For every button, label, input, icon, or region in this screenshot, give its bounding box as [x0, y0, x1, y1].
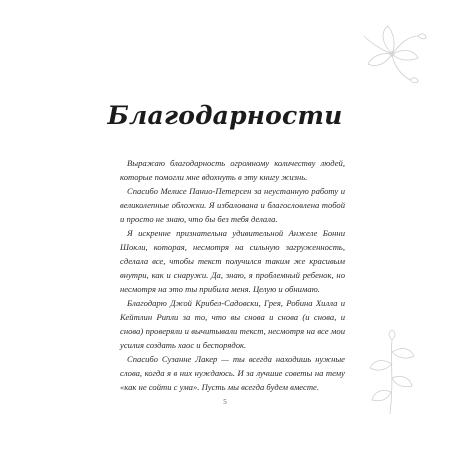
- page-title: Благодарности: [107, 101, 343, 130]
- floral-ornament-top-icon: [352, 14, 432, 94]
- paragraph: Спасибо Мелисе Панио-Петерсен за неустанную работу и великолепные обложки. Я избалована и благословлена тобой и просто не знаю, что бы без тебя делала.: [120, 186, 345, 224]
- paragraph: Спасибо Сузанне Лакер — ты всегда находишь нужные слова, когда я в них нуждаюсь. И за лучшие советы на тему «как не сойти с ума». Пусть мы всегда будем вместе.: [120, 354, 345, 392]
- floral-ornament-bottom-icon: [362, 330, 422, 420]
- paragraph: Я искренне признательна удивительной Анжеле Бонни Шокли, которая, несмотря на сильную загруженность, сделала все, чтобы текст получился таким же красивым внутри, как и снаружи. Да, знаю, я проблемный ребенок, но несмотря на это ты прибила меня. Целую и обнимаю.: [120, 228, 345, 294]
- paragraph: Благодарю Джой Крибел-Садовски, Грея, Робина Хилла и Кейтлин Рипли за то, что вы снова и снова (и снова, и снова) проверяли и вычитывали текст, несмотря на все мои усилия создать хаос и беспорядок.: [120, 298, 345, 350]
- acknowledgements-text: [120, 156, 345, 394]
- paragraph: Выражаю благодарность огромному количеству людей, которые помогли мне вдохнуть в эту книгу жизнь.: [120, 158, 345, 182]
- page-number: 5: [223, 398, 227, 406]
